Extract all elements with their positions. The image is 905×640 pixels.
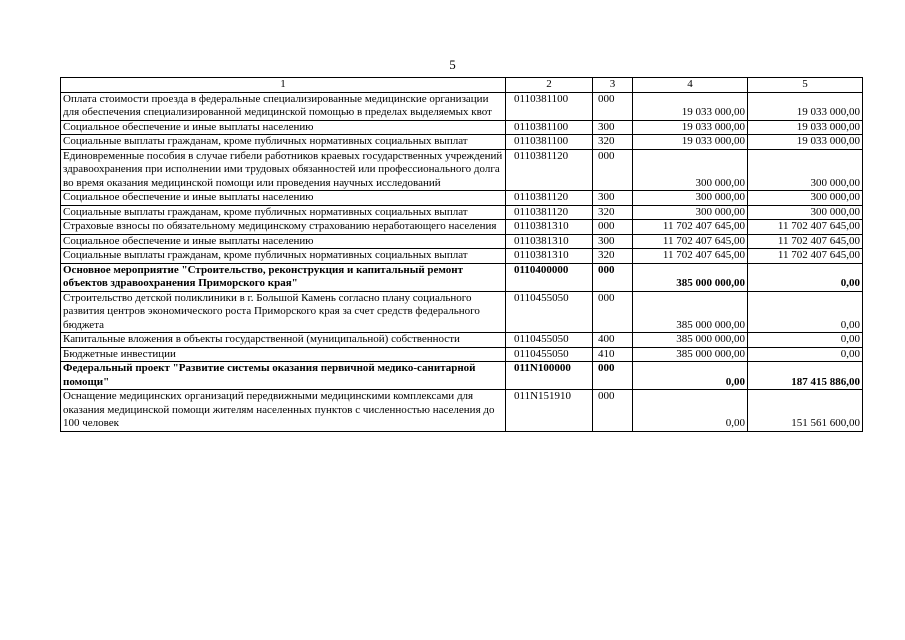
row-sum-2024-cell: 11 702 407 645,00 xyxy=(748,249,863,264)
row-vr-cell: 320 xyxy=(593,205,633,220)
row-code-cell: 0110381120 xyxy=(506,191,593,206)
row-code-cell: 0110381310 xyxy=(506,234,593,249)
row-name-cell: Оплата стоимости проезда в федеральные специализированные медицинские организации для обеспечения специализированной медицинской помощью в пределах выделяемых квот xyxy=(61,92,506,120)
row-sum-2023-cell: 300 000,00 xyxy=(633,149,748,191)
table-row xyxy=(61,362,863,390)
table-row xyxy=(61,347,863,362)
row-sum-2023-cell: 0,00 xyxy=(633,390,748,432)
table-row xyxy=(61,149,863,191)
row-vr-cell: 300 xyxy=(593,234,633,249)
row-sum-2024-cell: 0,00 xyxy=(748,333,863,348)
row-name-cell: Бюджетные инвестиции xyxy=(61,347,506,362)
row-vr-cell: 000 xyxy=(593,263,633,291)
row-vr-cell: 320 xyxy=(593,135,633,150)
row-vr-cell: 410 xyxy=(593,347,633,362)
row-vr-cell: 400 xyxy=(593,333,633,348)
table-row xyxy=(61,390,863,432)
row-code-cell: 0110455050 xyxy=(506,347,593,362)
row-code-cell: 0110455050 xyxy=(506,333,593,348)
page-number: 5 xyxy=(449,57,456,72)
row-sum-2024-cell: 0,00 xyxy=(748,263,863,291)
row-vr-cell: 000 xyxy=(593,220,633,235)
row-code-cell: 0110381100 xyxy=(506,92,593,120)
header-col-1: 1 xyxy=(61,78,506,93)
row-vr-cell: 300 xyxy=(593,191,633,206)
row-name-cell: Социальные выплаты гражданам, кроме публичных нормативных социальных выплат xyxy=(61,205,506,220)
row-name-cell: Социальное обеспечение и иные выплаты населению xyxy=(61,191,506,206)
table-row xyxy=(61,205,863,220)
row-sum-2023-cell: 300 000,00 xyxy=(633,191,748,206)
row-sum-2023-cell: 385 000 000,00 xyxy=(633,333,748,348)
row-sum-2024-cell: 19 033 000,00 xyxy=(748,135,863,150)
header-col-4: 4 xyxy=(633,78,748,93)
row-code-cell: 0110381310 xyxy=(506,220,593,235)
row-code-cell: 011N151910 xyxy=(506,390,593,432)
row-sum-2023-cell: 11 702 407 645,00 xyxy=(633,249,748,264)
row-code-cell: 0110381100 xyxy=(506,135,593,150)
row-name-cell: Социальное обеспечение и иные выплаты населению xyxy=(61,234,506,249)
row-name-cell: Капитальные вложения в объекты государственной (муниципальной) собственности xyxy=(61,333,506,348)
table-row xyxy=(61,220,863,235)
row-sum-2024-cell: 11 702 407 645,00 xyxy=(748,220,863,235)
row-sum-2024-cell: 300 000,00 xyxy=(748,149,863,191)
row-name-cell: Социальные выплаты гражданам, кроме публичных нормативных социальных выплат xyxy=(61,249,506,264)
row-sum-2024-cell: 0,00 xyxy=(748,291,863,333)
row-code-cell: 0110400000 xyxy=(506,263,593,291)
row-sum-2023-cell: 19 033 000,00 xyxy=(633,135,748,150)
row-name-cell: Единовременные пособия в случае гибели работников краевых государственных учреждений здравоохранения при исполнении ими трудовых обязанностей или профессионального долга во время оказания медицинской помощи или проведения научных исследований xyxy=(61,149,506,191)
row-sum-2024-cell: 151 561 600,00 xyxy=(748,390,863,432)
row-sum-2024-cell: 0,00 xyxy=(748,347,863,362)
header-col-5: 5 xyxy=(748,78,863,93)
row-sum-2023-cell: 385 000 000,00 xyxy=(633,291,748,333)
row-code-cell: 0110381120 xyxy=(506,205,593,220)
row-name-cell: Страховые взносы по обязательному медицинскому страхованию неработающего населения xyxy=(61,220,506,235)
header-col-3: 3 xyxy=(593,78,633,93)
table-row xyxy=(61,120,863,135)
row-sum-2024-cell: 300 000,00 xyxy=(748,191,863,206)
row-name-cell: Федеральный проект "Развитие системы оказания первичной медико-санитарной помощи" xyxy=(61,362,506,390)
row-sum-2023-cell: 11 702 407 645,00 xyxy=(633,220,748,235)
table-row xyxy=(61,249,863,264)
table-row xyxy=(61,191,863,206)
row-sum-2024-cell: 11 702 407 645,00 xyxy=(748,234,863,249)
header-col-2: 2 xyxy=(506,78,593,93)
table-row xyxy=(61,92,863,120)
row-vr-cell: 000 xyxy=(593,390,633,432)
table-row xyxy=(61,135,863,150)
table-body xyxy=(61,92,863,431)
row-sum-2024-cell: 19 033 000,00 xyxy=(748,120,863,135)
row-name-cell: Основное мероприятие "Строительство, реконструкция и капитальный ремонт объектов здравоохранения Приморского края" xyxy=(61,263,506,291)
row-name-cell: Оснащение медицинских организаций передвижными медицинскими комплексами для оказания медицинской помощи жителям населенных пунктов с численностью населения до 100 человек xyxy=(61,390,506,432)
table-row xyxy=(61,333,863,348)
header-row xyxy=(61,78,863,93)
row-sum-2023-cell: 11 702 407 645,00 xyxy=(633,234,748,249)
row-vr-cell: 320 xyxy=(593,249,633,264)
row-sum-2023-cell: 0,00 xyxy=(633,362,748,390)
row-sum-2023-cell: 385 000 000,00 xyxy=(633,347,748,362)
row-sum-2024-cell: 300 000,00 xyxy=(748,205,863,220)
table-row xyxy=(61,291,863,333)
row-sum-2023-cell: 385 000 000,00 xyxy=(633,263,748,291)
row-name-cell: Строительство детской поликлиники в г. Большой Камень согласно плану социального развития центров экономического роста Приморского края за счет средств федерального бюджета xyxy=(61,291,506,333)
row-name-cell: Социальное обеспечение и иные выплаты населению xyxy=(61,120,506,135)
row-vr-cell: 300 xyxy=(593,120,633,135)
row-sum-2024-cell: 187 415 886,00 xyxy=(748,362,863,390)
row-sum-2023-cell: 19 033 000,00 xyxy=(633,120,748,135)
row-vr-cell: 000 xyxy=(593,291,633,333)
table-row xyxy=(61,263,863,291)
table-row xyxy=(61,234,863,249)
row-code-cell: 0110381310 xyxy=(506,249,593,264)
row-code-cell: 011N100000 xyxy=(506,362,593,390)
row-code-cell: 0110455050 xyxy=(506,291,593,333)
row-code-cell: 0110381100 xyxy=(506,120,593,135)
row-sum-2023-cell: 300 000,00 xyxy=(633,205,748,220)
budget-table xyxy=(60,77,863,432)
row-vr-cell: 000 xyxy=(593,92,633,120)
row-sum-2023-cell: 19 033 000,00 xyxy=(633,92,748,120)
row-code-cell: 0110381120 xyxy=(506,149,593,191)
row-name-cell: Социальные выплаты гражданам, кроме публичных нормативных социальных выплат xyxy=(61,135,506,150)
row-vr-cell: 000 xyxy=(593,362,633,390)
row-vr-cell: 000 xyxy=(593,149,633,191)
row-sum-2024-cell: 19 033 000,00 xyxy=(748,92,863,120)
